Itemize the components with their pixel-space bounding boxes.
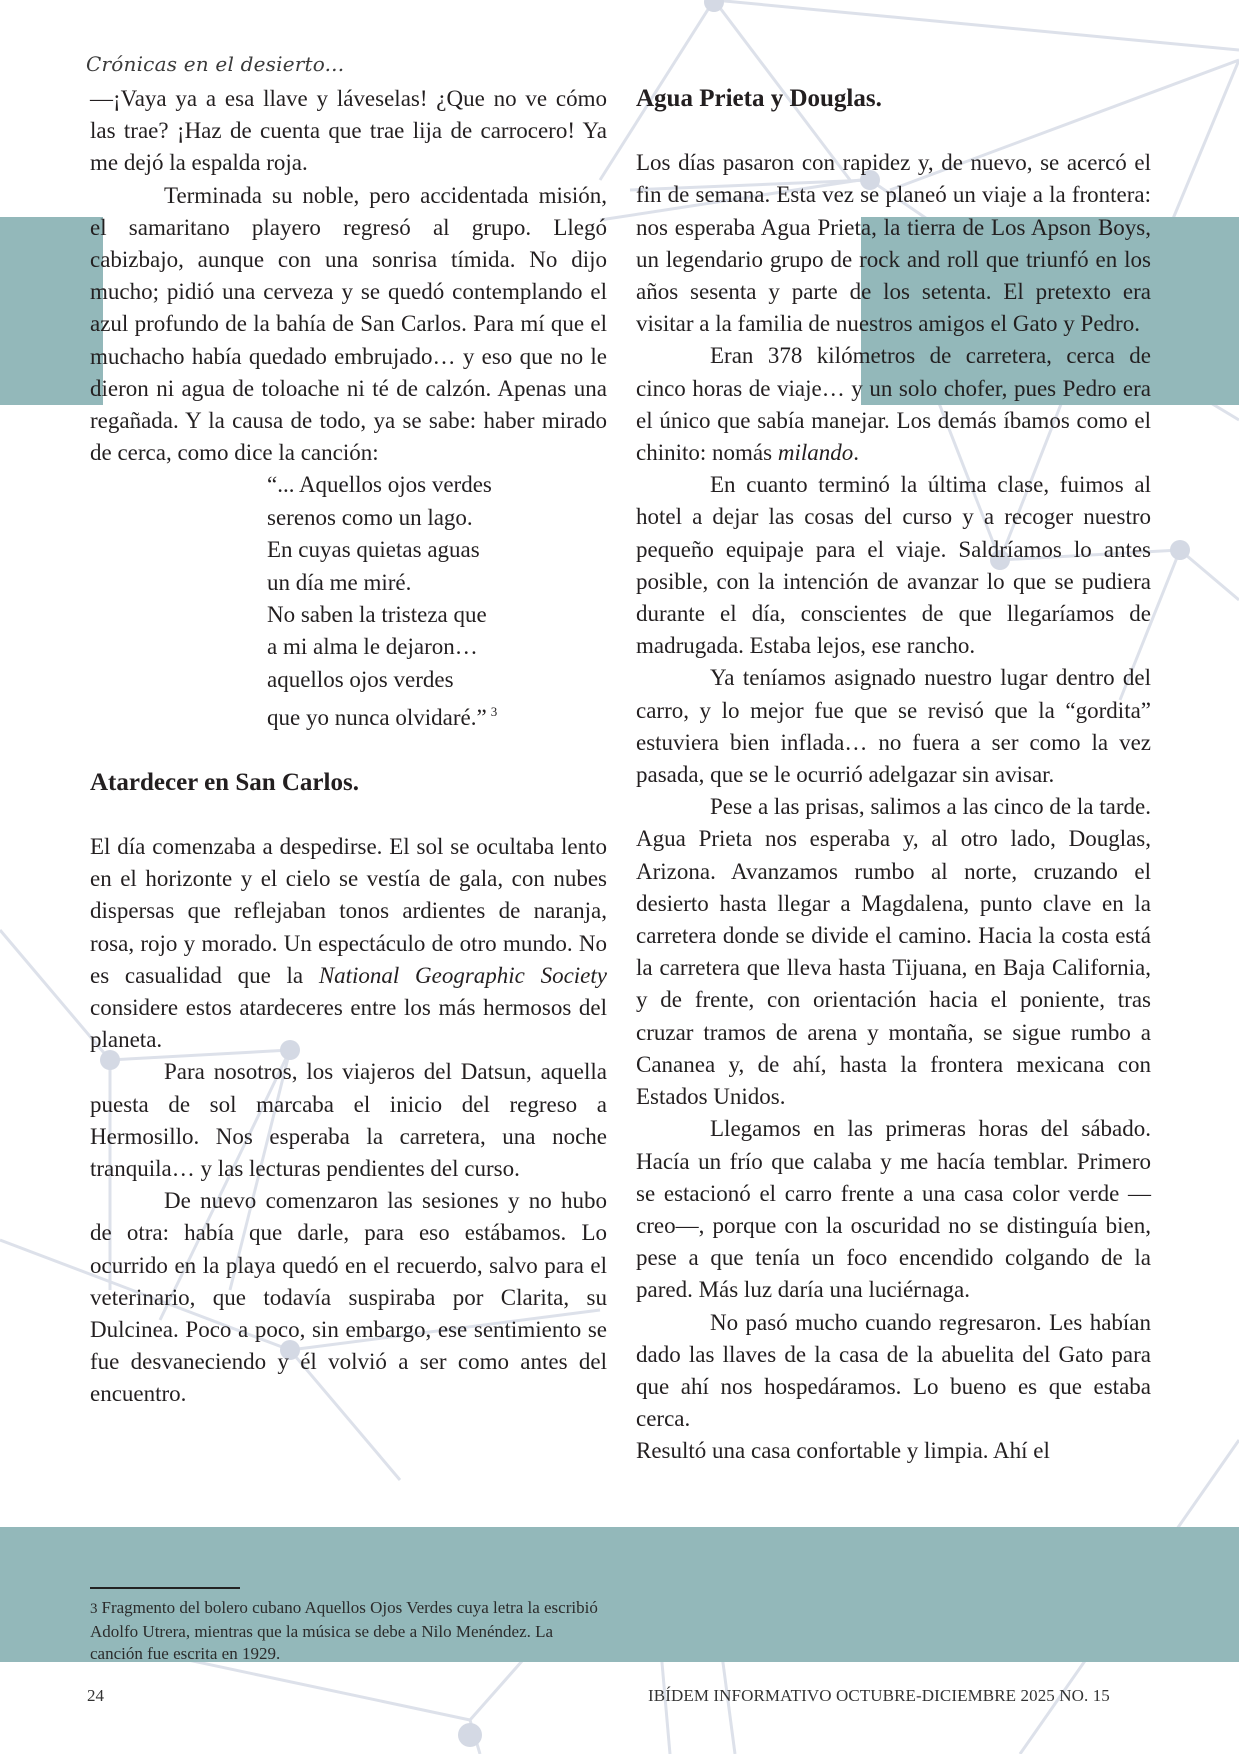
section-heading: Atardecer en San Carlos.	[90, 768, 359, 796]
paragraph: Ya teníamos asignado nuestro lugar dentro del carro, y lo mejor fue que se revisó que la “gordita” estuviera bien inflada… no fuera a ser como la vez pasada, que se le ocurrió adelgazar sin avisar.	[636, 665, 1151, 788]
paragraph: Llegamos en las primeras horas del sábado. Hacía un frío que calaba y me hacía temblar. Primero se estacionó el carro frente a una casa color verde —creo—, porque con la oscuridad no se distinguía bien, pese a que tenía un foco encendido colgando de la pared. Más luz daría una luciérnaga.	[636, 1116, 1151, 1303]
paragraph: Para nosotros, los viajeros del Datsun, aquella puesta de sol marcaba el inicio del regreso a Hermosillo. Nos esperaba la carretera, una noche tranquila… y las lecturas pendientes del curso.	[90, 1059, 607, 1181]
left-column	[90, 83, 607, 1411]
poem-quote	[267, 469, 607, 734]
footnote-number: 3	[90, 1601, 98, 1617]
publication-footer: IBÍDEM INFORMATIVO OCTUBRE-DICIEMBRE 2025 NO. 15	[648, 1686, 1110, 1705]
footnote-text: Fragmento del bolero cubano Aquellos Ojos Verdes cuya letra la escribió Adolfo Utrera, mientras que la música se debe a Nilo Menéndez. La canción fue escrita en 1929.	[90, 1598, 598, 1663]
paragraph: —¡Vaya ya a esa llave y láveselas! ¿Que no ve cómo las trae? ¡Haz de cuenta que trae lija de carrocero! Ya me dejó la espalda roja.	[90, 86, 607, 176]
footnote-divider	[90, 1587, 240, 1589]
paragraph: Eran 378 kilómetros de carretera, cerca de cinco horas de viaje… y un solo chofer, pues Pedro era el único que sabía manejar. Los demás íbamos como el chinito: nomás milando.	[636, 343, 1151, 466]
running-head: Crónicas en el desierto...	[86, 52, 345, 76]
paragraph: El día comenzaba a despedirse. El sol se ocultaba lento en el horizonte y el cielo se vestía de gala, con nubes dispersas que reflejaban tonos ardientes de naranja, rosa, rojo y morado. Un espectáculo de otro mundo. No es casualidad que la National Geographic Society considere estos atardeceres entre los más hermosos del planeta.	[90, 833, 607, 1053]
paragraph: En cuanto terminó la última clase, fuimos al hotel a dejar las cosas del curso y a recoger nuestro pequeño equipaje para el viaje. Saldríamos lo antes posible, con la intención de avanzar lo que se pudiera durante el día, conscientes de que llegaríamos de madrugada. Estaba lejos, ese rancho.	[636, 472, 1151, 659]
page-number: 24	[87, 1686, 104, 1705]
poem-line-text: que yo nunca olvidaré.”	[267, 705, 487, 731]
footnote	[90, 1597, 610, 1666]
footnote-ref[interactable]: 3	[490, 704, 498, 720]
paragraph: Resultó una casa confortable y limpia. Ahí el	[636, 1438, 1050, 1464]
paragraph: Terminada su noble, pero accidentada misión, el samaritano playero regresó al grupo. Llegó cabizbajo, aunque con una sonrisa tímida. No dijo mucho; pidió una cerveza y se quedó contemplando el azul profundo de la bahía de San Carlos. Para mí que el muchacho había quedado embrujado… y eso que no le dieron ni agua de toloache ni té de calzón. Apenas una regañada. Y la causa de todo, ya se sabe: haber mirado de cerca, como dice la canción:	[90, 182, 607, 466]
paragraph: De nuevo comenzaron las sesiones y no hubo de otra: había que darle, para eso estábamos. Lo ocurrido en la playa quedó en el recuerdo, salvo para el veterinario, que todavía suspiraba por Clarita, su Dulcinea. Poco a poco, sin embargo, ese sentimiento se fue desvaneciendo y él volvió a ser como antes del encuentro.	[90, 1188, 607, 1407]
poem-line: “... Aquellos ojos verdes	[267, 472, 492, 498]
italic-term: milando	[777, 440, 854, 466]
poem-line: a mi alma le dejaron…	[267, 634, 478, 660]
paragraph: Los días pasaron con rapidez y, de nuevo, se acercó el fin de semana. Esta vez se planeó un viaje a la frontera: nos esperaba Agua Prieta, la tierra de Los Apson Boys, un legendario grupo de rock and roll que triunfó en los años sesenta y parte de los setenta. El pretexto era visitar a la familia de nuestros amigos el Gato y Pedro.	[636, 150, 1151, 337]
poem-line: No saben la tristeza que	[267, 602, 487, 628]
paragraph: Pese a las prisas, salimos a las cinco de la tarde. Agua Prieta nos esperaba y, al otro lado, Douglas, Arizona. Avanzamos rumbo al norte, cruzando el desierto hasta llegar a Magdalena, punto clave en la carretera donde se divide el camino. Hacia la costa está la carretera que lleva hasta Tijuana, en Baja California, y de frente, con orientación hacia el poniente, tras cruzar tramos de arena y montaña, se sigue rumbo a Cananea y, de ahí, hasta la frontera mexicana con Estados Unidos.	[636, 794, 1151, 1110]
paragraph: No pasó mucho cuando regresaron. Les habían dado las llaves de la casa de la abuelita del Gato para que ahí nos hospedáramos. Lo bueno es que estaba cerca.	[636, 1309, 1151, 1432]
poem-line: un día me miré.	[267, 569, 412, 595]
poem-line: En cuyas quietas aguas	[267, 537, 480, 563]
poem-line: serenos como un lago.	[267, 504, 473, 530]
accent-band-left	[0, 217, 103, 405]
italic-term: National Geographic Society	[318, 962, 607, 988]
poem-line: aquellos ojos verdes	[267, 666, 454, 692]
section-heading: Agua Prieta y Douglas.	[636, 85, 882, 112]
right-column	[636, 83, 1151, 1468]
poem-line	[267, 696, 607, 734]
